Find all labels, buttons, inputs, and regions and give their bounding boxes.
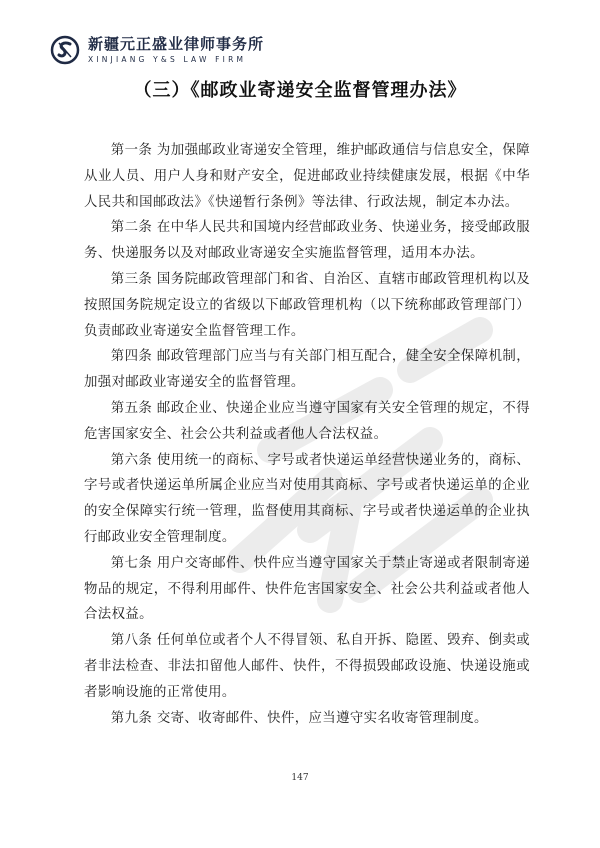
firm-header bbox=[50, 30, 264, 70]
article-7: 第七条 用户交寄邮件、快件应当遵守国家关于禁止寄递或者限制寄递物品的规定，不得利用邮件、快件危害国家安全、社会公共利益或者他人合法权益。 bbox=[84, 555, 530, 623]
article-4: 第四条 邮政管理部门应当与有关部门相互配合，健全安全保障机制，加强对邮政业寄递安全的监督管理。 bbox=[84, 349, 530, 391]
document-body bbox=[84, 138, 530, 731]
firm-name bbox=[88, 34, 265, 64]
firm-logo-icon bbox=[50, 35, 80, 65]
article-9: 第九条 交寄、收寄邮件、快件，应当遵守实名收寄管理制度。 bbox=[110, 710, 488, 726]
article-1: 第一条 为加强邮政业寄递安全管理，维护邮政通信与信息安全，保障从业人员、用户人身和财产安全，促进邮政业持续健康发展，根据《中华人民共和国邮政法》《快递暂行条例》等法律、行政法规，制定本办法。 bbox=[84, 143, 530, 210]
firm-name-chinese: 新疆元正盛业律师事务所 bbox=[88, 34, 265, 53]
article-2: 第二条 在中华人民共和国境内经营邮政业务、快递业务，接受邮政服务、快递服务以及对邮政业寄递安全实施监督管理，适用本办法。 bbox=[84, 220, 530, 262]
article-3: 第三条 国务院邮政管理部门和省、自治区、直辖市邮政管理机构以及按照国务院规定设立的省级以下邮政管理机构（以下统称邮政管理部门）负责邮政业寄递安全监督管理工作。 bbox=[84, 271, 530, 339]
firm-name-english: XINJIANG Y&S LAW FIRM bbox=[88, 54, 247, 64]
article-5: 第五条 邮政企业、快递企业应当遵守国家有关安全管理的规定，不得危害国家安全、社会公共利益或者他人合法权益。 bbox=[84, 400, 530, 442]
article-6: 第六条 使用统一的商标、字号或者快递运单经营快递业务的，商标、字号或者快递运单所属企业应当对使用其商标、字号或者快递运单的企业的安全保障实行统一管理，监督使用其商标、字号或者快递运单的企业执行邮政业安全管理制度。 bbox=[84, 452, 530, 545]
document-title: （三）《邮政业寄递安全监督管理办法》 bbox=[133, 80, 467, 101]
page-number: 147 bbox=[291, 773, 309, 783]
article-8: 第八条 任何单位或者个人不得冒领、私自开拆、隐匿、毁弃、倒卖或者非法检查、非法扣留他人邮件、快件，不得损毁邮政设施、快递设施或者影响设施的正常使用。 bbox=[84, 633, 530, 700]
